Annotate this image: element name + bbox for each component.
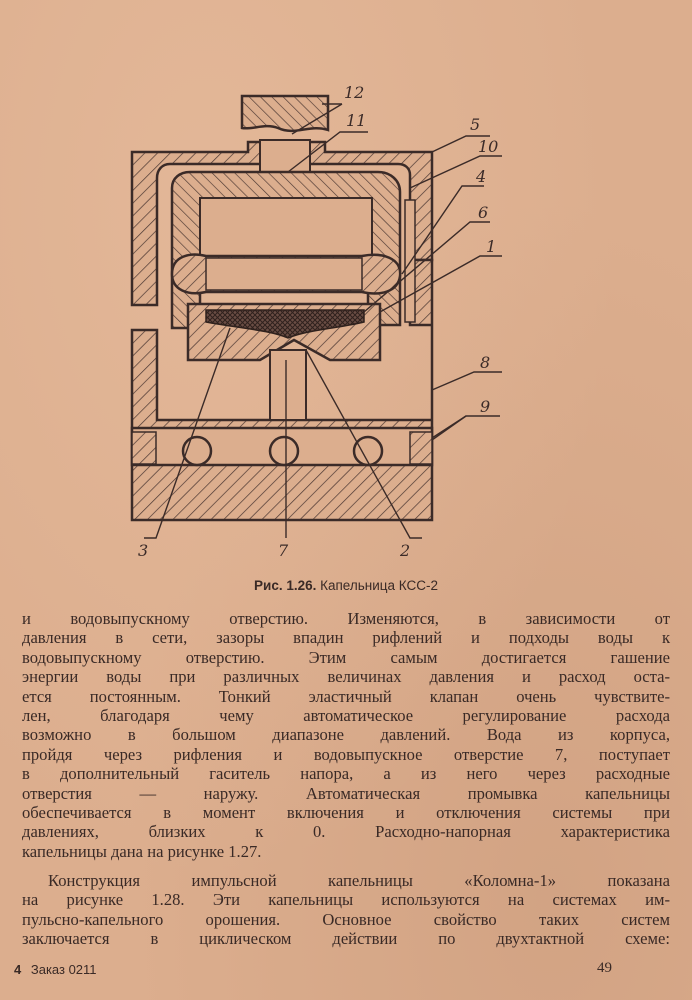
text-line: энергии воды при различных величинах давления и расход оста- bbox=[22, 667, 670, 687]
text-line: обеспечивается в момент включения и отключения системы при bbox=[22, 802, 670, 822]
emitter-diagram bbox=[110, 60, 530, 570]
callout-10: 10 bbox=[478, 137, 499, 156]
callout-4: 4 bbox=[476, 167, 487, 186]
callout-7: 7 bbox=[278, 541, 289, 560]
text-line: пройдя через рифления и водовыпускное отверстие 7, поступает bbox=[22, 744, 670, 764]
callout-5: 5 bbox=[470, 115, 481, 134]
callout-9: 9 bbox=[480, 397, 491, 416]
text-line: Конструкция импульсной капельницы «Коломна-1» показана bbox=[48, 871, 670, 890]
page-number: 49 bbox=[597, 960, 612, 976]
text-line: пульсно-капельного орошения. Основное свойство таких систем bbox=[22, 909, 670, 929]
order-label: Заказ 0211 bbox=[30, 962, 97, 977]
callout-8: 8 bbox=[480, 353, 491, 372]
callout-11: 11 bbox=[346, 111, 367, 130]
text-line: лен, благодаря чему автоматическое регулирование расхода bbox=[22, 705, 670, 725]
signature-number: 4 bbox=[14, 962, 22, 977]
text-line: давления в сети, зазоры впадин рифлений и подходы воды к bbox=[22, 628, 670, 648]
caption-title: Капельница КСС-2 bbox=[320, 578, 438, 593]
callout-6: 6 bbox=[478, 203, 489, 222]
text-line: капельницы дана на рисунке 1.27. bbox=[22, 841, 262, 861]
paragraph-1 bbox=[22, 609, 670, 861]
text-line: отверстия — наружу. Автоматическая промывка капельницы bbox=[22, 783, 670, 803]
text-line: возможно в большом диапазоне давлений. Вода из корпуса, bbox=[22, 725, 670, 745]
figure-caption bbox=[0, 578, 692, 593]
outlet-hole-center bbox=[270, 437, 298, 465]
cap-part-12 bbox=[242, 96, 328, 131]
text-line: ется постоянным. Тонкий эластичный клапан очень чувствите- bbox=[22, 686, 670, 706]
printer-signature bbox=[14, 962, 97, 977]
figure-drip-emitter bbox=[110, 60, 530, 570]
outlet-channel-part-7 bbox=[270, 350, 306, 420]
text-line: давлениях, близких к 0. Расходно-напорная характеристика bbox=[22, 822, 670, 842]
caption-label: Рис. 1.26. bbox=[254, 578, 317, 593]
callout-1: 1 bbox=[486, 237, 497, 256]
callout-2: 2 bbox=[400, 541, 411, 560]
text-line: заключается в циклическом действии по двухтактной схеме: bbox=[22, 929, 670, 949]
text-line: водовыпускному отверстию. Этим самым достигается гашение bbox=[22, 647, 670, 667]
text-line: и водовыпускному отверстию. Изменяются, в зависимости от bbox=[22, 609, 670, 628]
text-line: на рисунке 1.28. Эти капельницы используются на системах им- bbox=[22, 890, 670, 910]
callout-3: 3 bbox=[138, 541, 149, 560]
callout-12: 12 bbox=[344, 83, 365, 102]
paragraph-2 bbox=[22, 871, 670, 949]
text-line: в дополнительный гаситель напора, а из него через расходные bbox=[22, 764, 670, 784]
